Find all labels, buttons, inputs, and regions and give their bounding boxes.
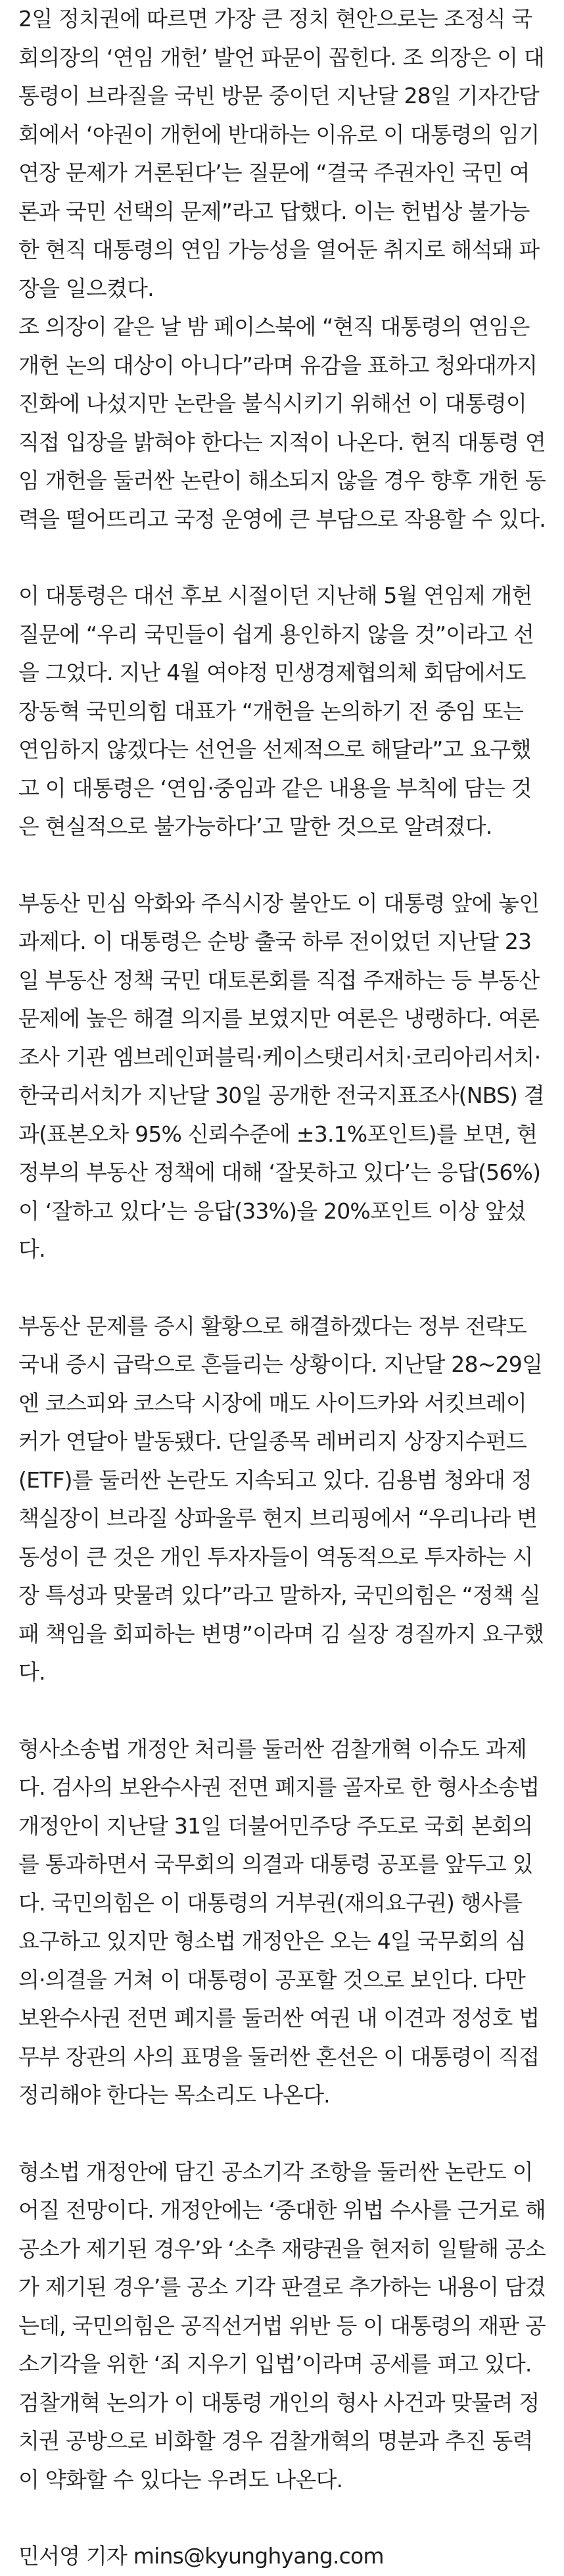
paragraph-gap <box>18 846 546 885</box>
paragraph-gap <box>18 1692 546 1730</box>
paragraph-1: 2일 정치권에 따르면 가장 큰 정치 현안으로는 조정식 국회의장의 ‘연임 개헌’ 발언 파문이 꼽힌다. 조 의장은 이 대통령이 브라질을 국빈 방문 중이던 지난달 28일 기자간담회에서 ‘야권이 개헌에 반대하는 이유로 이 대통령의 임기 연장 문제가 거론된다’는 질문에 “결국 주권자인 국민 여론과 국민 선택의 문제”라고 답했다. 이는 헌법상 불가능한 현직 대통령의 연임 가능성을 열어둔 취지로 해석돼 파장을 일으켰다. <box>18 6 544 301</box>
paragraph-4: 부동산 민심 악화와 주식시장 불안도 이 대통령 앞에 놓인 과제다. 이 대통령은 순방 출국 하루 전이었던 지난달 23일 부동산 정책 국민 대토론회를 직접 주재하는 등 부동산 문제에 높은 해결 의지를 보였지만 여론은 냉랭하다. 여론조사 기관 엠브레인퍼블릭·케이스탯리서치·코리아리서치·한국리서치가 지난달 30일 공개한 전국지표조사(NBS) 결과(표본오차 95% 신뢰수준에 ±3.1%포인트)를 보면, 현 정부의 부동산 정책에 대해 ‘잘못하고 있다’는 응답(56%)이 ‘잘하고 있다’는 응답(33%)을 20%포인트 이상 앞섰다. <box>18 890 544 1262</box>
paragraph-gap <box>18 539 546 577</box>
paragraph-5: 부동산 문제를 증시 활황으로 해결하겠다는 정부 전략도 국내 증시 급락으로 흔들리는 상황이다. 지난달 28~29일엔 코스피와 코스닥 시장에 매도 사이드카와 서킷브레이커가 연달아 발동됐다. 단일종목 레버리지 상장지수펀드(ETF)를 둘러싼 논란도 지속되고 있다. 김용범 청와대 정책실장이 브라질 상파울루 현지 브리핑에서 “우리나라 변동성이 큰 것은 개인 투자자들이 역동적으로 투자하는 시장 특성과 맞물려 있다”라고 말하자, 국민의힘은 “정책 실패 책임을 회피하는 변명”이라며 김 실장 경질까지 요구했다. <box>18 1313 544 1685</box>
paragraph-6: 형사소송법 개정안 처리를 둘러싼 검찰개혁 이슈도 과제다. 검사의 보완수사권 전면 폐지를 골자로 한 형사소송법 개정안이 지난달 31일 더불어민주당 주도로 국회 본회의를 통과하면서 국무회의 의결과 대통령 공포를 앞두고 있다. 국민의힘은 이 대통령의 거부권(재의요구권) 행사를 요구하고 있지만 형소법 개정안은 오는 4일 국무회의 심의·의결을 거쳐 이 대통령이 공포할 것으로 보인다. 다만 보완수사권 전면 폐지를 둘러싼 여권 내 이견과 정성호 법무부 장관의 사의 표명을 둘러싼 혼선은 이 대통령이 직접 정리해야 한다는 목소리도 나온다. <box>18 1736 540 2108</box>
paragraph-3: 이 대통령은 대선 후보 시절이던 지난해 5월 연임제 개헌 질문에 “우리 국민들이 쉽게 용인하지 않을 것”이라고 선을 그었다. 지난 4월 여야정 민생경제협의체 회담에서도 장동혁 국민의힘 대표가 “개헌을 논의하기 전 중임 또는 연임하지 않겠다는 선언을 선제적으로 해달라”고 요구했고 이 대통령은 ‘연임·중임과 같은 내용을 부칙에 담는 것은 현실적으로 불가능하다’고 말한 것으로 알려졌다. <box>18 583 534 839</box>
paragraph-gap <box>18 2499 546 2537</box>
byline: 민서영 기자 mins@kyunghyang.com <box>18 2543 384 2569</box>
paragraph-7: 형소법 개정안에 담긴 공소기각 조항을 둘러싼 논란도 이어질 전망이다. 개정안에는 ‘중대한 위법 수사를 근거로 해 공소가 제기된 경우’와 ‘소추 재량권을 현저히 일탈해 공소가 제기된 경우’를 공소 기각 판결로 추가하는 내용이 담겼는데, 국민의힘은 공직선거법 위반 등 이 대통령의 재판 공소기각을 위한 ‘죄 지우기 입법’이라며 공세를 펴고 있다. 검찰개혁 논의가 이 대통령 개인의 형사 사건과 맞물려 정치권 공방으로 비화할 경우 검찰개혁의 명분과 추진 동력이 약화할 수 있다는 우려도 나온다. <box>18 2158 546 2492</box>
paragraph-2: 조 의장이 같은 날 밤 페이스북에 “현직 대통령의 연임은 개헌 논의 대상이 아니다”라며 유감을 표하고 청와대까지 진화에 나섰지만 논란을 불식시키기 위해선 이 대통령이 직접 입장을 밝혀야 한다는 지적이 나온다. 현직 대통령 연임 개헌을 둘러싼 논란이 해소되지 않을 경우 향후 개헌 동력을 떨어뜨리고 국정 운영에 큰 부담으로 작용할 수 있다. <box>18 314 546 532</box>
paragraph-gap <box>18 2115 546 2153</box>
paragraph-gap <box>18 1269 546 1307</box>
